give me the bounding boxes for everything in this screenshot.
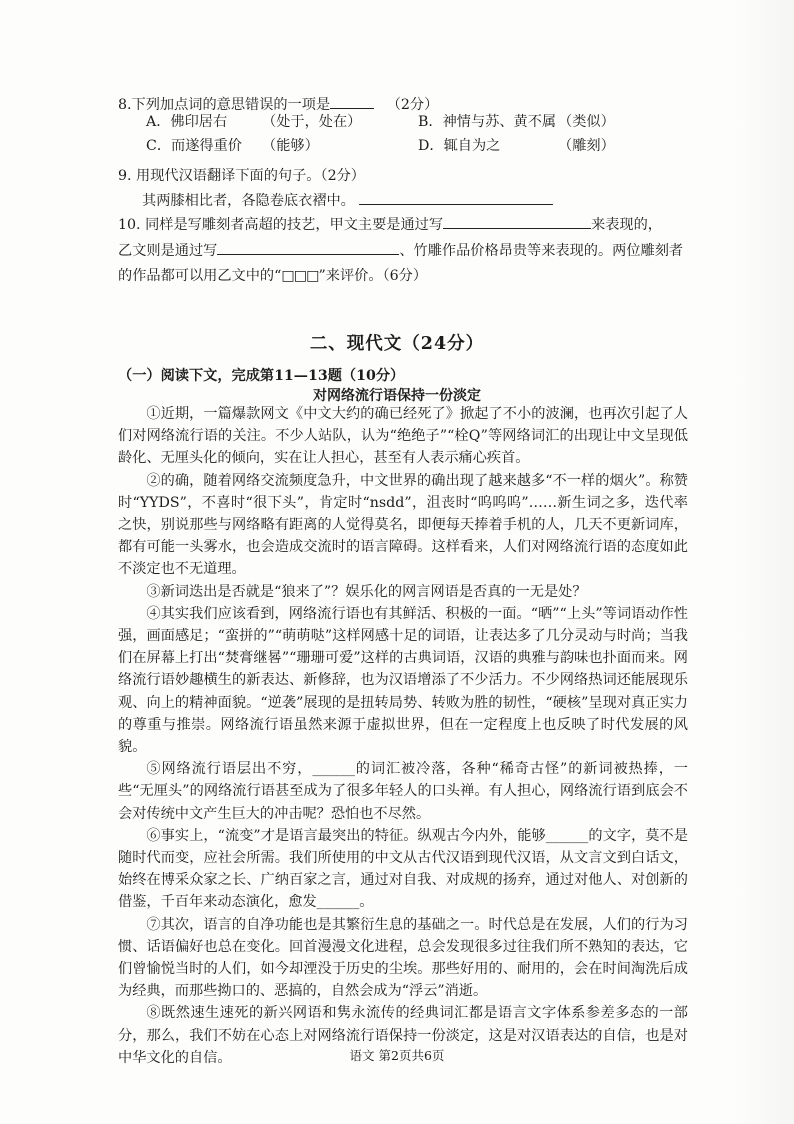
paragraph-4: ④其实我们应该看到，网络流行语也有其鲜活、积极的一面。“晒”“上头”等词语动作性强，画面感足；“蛮拼的”“萌萌哒”这样网感十足的词语，让表达多了几分灵动与时尚；当我们在屏幕上打出“焚膏继晷”“珊珊可爱”这样的古典词语，汉语的典雅与韵味也扑面而来。网络流行语妙趣横生的新表达、新修辞，也为汉语增添了不少活力。不少网络热词还能展现乐观、向上的精神面貌。“逆袭”展现的是扭转局势、转败为胜的韧性，“硬核”呈现对真正实力的尊重与推崇。网络流行语虽然来源于虚拟世界，但在一定程度上也反映了时代发展的风貌。 bbox=[118, 605, 688, 756]
q10-text-1b: 来表现的， bbox=[591, 217, 662, 233]
section-sub-heading: （一）阅读下文，完成第11—13题（10分） bbox=[118, 368, 405, 384]
q9-stem: 9. 用现代汉语翻译下面的句子。（2分） bbox=[118, 168, 365, 184]
q10-text-1a: 10. 同样是写雕刻者高超的技艺，甲文主要是通过写 bbox=[118, 217, 444, 233]
paragraph-6: ⑥事实上，“流变”才是语言最突出的特征。纵观古今内外，能够______的文字，莫不是随时代而变，应社会所需。我们所使用的中文从古代汉语到现代汉语，从文言文到白话文，始终在博采众家之长、广纳百家之言，通过对自我、对成规的扬弃，通过对他人、对创新的借鉴，千百年来动态演化，愈发______。 bbox=[118, 827, 688, 911]
q8-option-a bbox=[146, 112, 227, 132]
q10-line-1 bbox=[118, 214, 662, 235]
q8-option-d: D．辄自为之 bbox=[418, 138, 501, 154]
q10-text-3b: ”来评价。（6分） bbox=[318, 268, 428, 284]
q10-answer-boxes[interactable]: □□□ bbox=[281, 268, 319, 284]
q8-score: （2分） bbox=[386, 97, 439, 113]
q8-option-b-note: （类似） bbox=[558, 114, 615, 130]
q10-line-2 bbox=[118, 240, 683, 261]
q8-answer-blank[interactable] bbox=[330, 94, 374, 109]
paragraph-3: ③新词迭出是否就是“狼来了”？娱乐化的网言网语是否真的一无是处？ bbox=[146, 583, 587, 600]
paragraph-2: ②的确，随着网络交流频度急升，中文世界的确出现了越来越多“不一样的烟火”。称赞时“YYDS”，不喜时“很下头”，肯定时“nsdd”，沮丧时“呜呜呜”……新生词之多，迭代率之快，别说那些与网络略有距离的人觉得莫名，即便每天捧着手机的人，几天不更新词库，都有可能一头雾水，也会造成交流时的语言障碍。这样看来，人们对网络流行语的态度如此不淡定也不无道理。 bbox=[118, 472, 688, 578]
q8-option-b: B．神情与苏、黄不属 bbox=[418, 114, 557, 130]
option-a-label: A．佛印居右 bbox=[146, 114, 228, 130]
scan-shadow bbox=[734, 0, 794, 1124]
q10-line-3 bbox=[118, 266, 427, 286]
q8-option-c: C．而遂得重价 bbox=[146, 138, 242, 154]
q10-text-2a: 乙文则是通过写 bbox=[118, 243, 218, 259]
paragraph-5: ⑤网络流行语层出不穷，______的词汇被冷落，各种“稀奇古怪”的新词被热捧，一些“无厘头”的网络流行语甚至成为了很多年轻人的口头禅。有人担心，网络流行语到底会不会对传统中文产生巨大的冲击呢？恐怕也不尽然。 bbox=[118, 761, 688, 822]
q9-answer-blank[interactable] bbox=[359, 190, 553, 205]
section-title: 二、现代文（24分） bbox=[309, 334, 485, 354]
q10-text-2b: 、竹雕作品价格昂贵等来表现的。两位雕刻者 bbox=[399, 243, 684, 259]
q8-option-a-note: （处于，处在） bbox=[262, 114, 362, 130]
page-footer: 语文 第2页共6页 bbox=[349, 1048, 445, 1063]
paragraph-7: ⑦其次，语言的自净功能也是其繁衍生息的基础之一。时代总是在发展，人们的行为习惯、话语偏好也总在变化。回首漫漫文化进程，总会发现很多过往我们所不熟知的表达，它们曾愉悦当时的人们，如今却湮没于历史的尘埃。那些好用的、耐用的，会在时间淘洗后成为经典，而那些拗口的、恶搞的，自然会成为“浮云”消逝。 bbox=[118, 916, 688, 1000]
q8-stem: 8.下列加点词的意思错误的一项是 bbox=[118, 97, 331, 113]
q8-option-c-note: （能够） bbox=[262, 138, 319, 154]
q10-text-3a: 的作品都可以用乙文中的“ bbox=[118, 268, 282, 284]
paragraph-8: ⑧既然速生速死的新兴网语和隽永流传的经典词汇都是语言文字体系参差多态的一部分，那么，我们不妨在心态上对网络流行语保持一份淡定，这是对汉语表达的自信，也是对中华文化的自信。 bbox=[118, 1005, 688, 1066]
article-body bbox=[118, 403, 688, 1069]
q10-answer-blank-2[interactable] bbox=[217, 240, 399, 255]
article-title: 对网络流行语保持一份淡定 bbox=[313, 388, 481, 404]
q10-answer-blank-1[interactable] bbox=[443, 214, 591, 229]
q9-sentence: 其两膝相比者，各隐卷底衣褶中。 bbox=[142, 193, 355, 209]
q8-option-d-note: （雕刻） bbox=[558, 138, 615, 154]
q9-sentence-line bbox=[142, 190, 553, 211]
paragraph-1: ①近期，一篇爆款网文《中文大约的确已经死了》掀起了不小的波澜，也再次引起了人们对网络流行语的关注。不少人站队，认为“绝绝子”“栓Q”等网络词汇的出现让中文呈现低龄化、无厘头化的倾向，实在让人担心，甚至有人表示痛心疾首。 bbox=[118, 406, 688, 467]
